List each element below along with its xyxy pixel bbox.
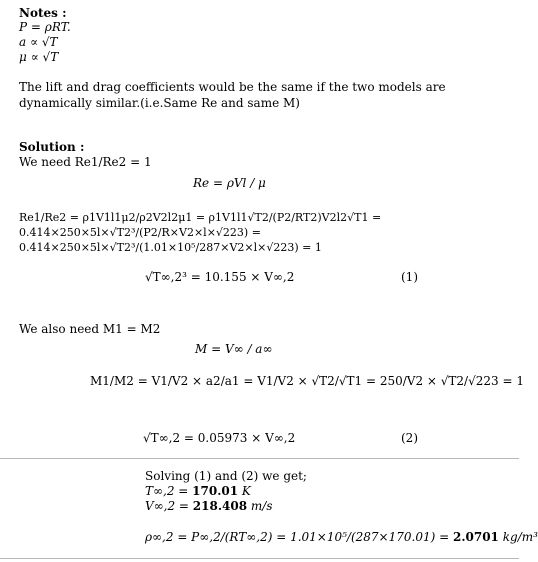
velocity-label: V∞,2 = [145,499,193,513]
mach-ratio-equation: M1/M2 = V1/V2 × a2/a1 = V1/V2 × √T2/√T1 = 250/V2 × √T2/√223 = 1 [90,374,524,388]
velocity-unit: m/s [250,499,273,513]
temperature-unit: K [241,484,251,498]
similarity-text-line2: dynamically similar.(i.e.Same Re and same M) [19,96,300,110]
density-label: ρ∞,2 = P∞,2/(RT∞,2) = 1.01×10⁵/(287×170.01) = [145,530,453,544]
equation-1: √T∞,2³ = 10.155 × V∞,2 [145,270,295,284]
solution-heading: Solution : [19,140,85,154]
result-density [145,530,538,544]
density-unit: kg/m³ [502,530,538,544]
velocity-value: 218.408 [192,499,248,513]
need-mach-equal: We also need M1 = M2 [19,322,161,336]
reynolds-ratio-equation: Re1/Re2 = ρ1V1l1μ2/ρ2V2l2μ1 = ρ1V1l1√T2/(P2/RT2)V2l2√T1 = 0.414×250×5l×√T2³/(P2/R×V2×l×√223) = 0.414×250×5l×√T2³/(1.01×10⁵/287×V2×l×√223) = 1 [19,211,382,254]
notes-heading: Notes : [19,6,67,20]
result-velocity [145,499,273,513]
equation-1-number: (1) [401,270,418,284]
note-gas-law: P = ρRT. [19,20,71,34]
note-speed-of-sound: a ∝ √T [19,35,58,49]
equation-2: √T∞,2 = 0.05973 × V∞,2 [143,431,296,445]
note-viscosity: μ ∝ √T [19,50,59,64]
density-value: 2.0701 [452,530,499,544]
equation-2-number: (2) [401,431,418,445]
similarity-text-line1: The lift and drag coefficients would be the same if the two models are [19,80,446,94]
result-bottom-rule [0,558,519,559]
result-temperature [145,484,251,498]
temperature-value: 170.01 [192,484,239,498]
result-top-rule [0,458,519,459]
temperature-label: T∞,2 = [145,484,193,498]
reynolds-definition: Re = ρVl / μ [193,176,266,190]
mach-definition: M = V∞ / a∞ [195,342,273,356]
need-reynolds-ratio: We need Re1/Re2 = 1 [19,155,152,169]
result-intro: Solving (1) and (2) we get; [145,469,307,483]
